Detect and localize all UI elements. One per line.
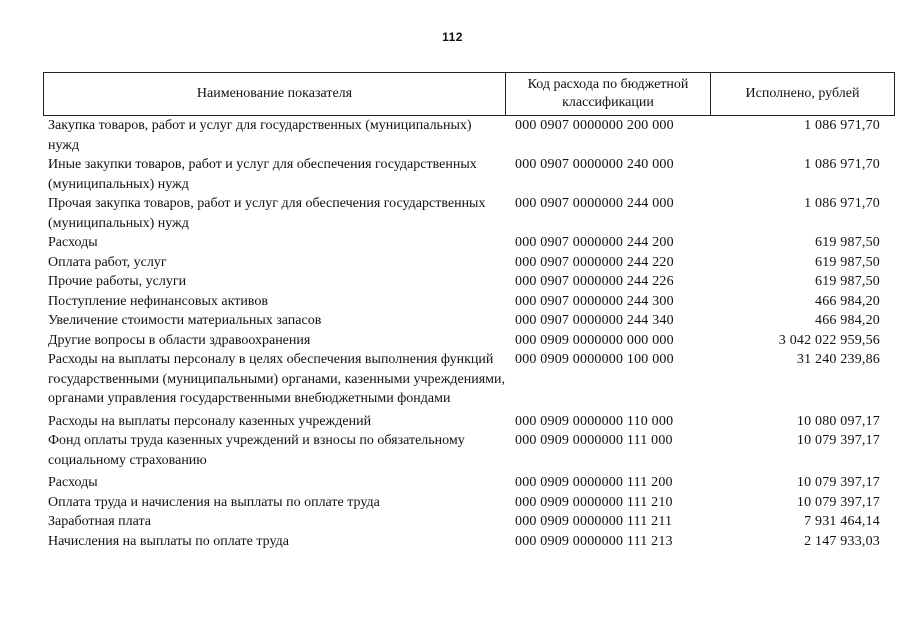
indicator-name: Расходы <box>48 475 98 490</box>
page-number: 112 <box>442 30 463 44</box>
executed-amount: 466 984,20 <box>815 293 880 309</box>
table-row <box>43 272 894 292</box>
indicator-name: Оплата труда и начисления на выплаты по оплате труда <box>48 494 380 510</box>
column-header-name: Наименование показателя <box>44 73 506 116</box>
table-row <box>43 493 894 513</box>
executed-amount: 1 086 971,70 <box>804 196 880 211</box>
table-header <box>43 72 895 116</box>
table-row <box>43 155 894 194</box>
table-row <box>43 350 894 409</box>
budget-code: 000 0907 0000000 240 000 <box>515 157 674 172</box>
indicator-name: Фонд оплаты труда казенных учреждений и взносы по обязательному социальному страхованию <box>48 433 465 468</box>
budget-code: 000 0909 0000000 111 210 <box>515 494 673 510</box>
indicator-name: Начисления на выплаты по оплате труда <box>48 533 289 549</box>
table-row <box>43 194 894 233</box>
executed-amount: 619 987,50 <box>815 235 880 250</box>
indicator-name: Поступление нефинансовых активов <box>48 293 268 309</box>
table-row <box>43 233 894 253</box>
budget-code: 000 0907 0000000 244 220 <box>515 254 674 270</box>
table-row <box>43 253 894 273</box>
indicator-name: Прочие работы, услуги <box>48 274 187 289</box>
budget-code: 000 0909 0000000 111 200 <box>515 475 673 490</box>
budget-code: 000 0907 0000000 244 340 <box>515 313 674 328</box>
budget-code: 000 0907 0000000 200 000 <box>515 118 674 133</box>
budget-code: 000 0907 0000000 244 226 <box>515 274 674 289</box>
indicator-name: Прочая закупка товаров, работ и услуг для обеспечения государственных (муниципальных) нужд <box>48 196 486 231</box>
executed-amount: 31 240 239,86 <box>796 352 880 367</box>
budget-code: 000 0907 0000000 244 000 <box>515 196 674 211</box>
budget-code: 000 0909 0000000 111 213 <box>515 533 673 549</box>
indicator-name: Увеличение стоимости материальных запасов <box>48 313 322 328</box>
table-row <box>43 512 894 532</box>
budget-code: 000 0909 0000000 111 211 <box>515 514 673 529</box>
column-header-amount: Исполнено, рублей <box>711 73 895 116</box>
table-row <box>43 331 894 351</box>
indicator-name: Заработная плата <box>48 514 151 529</box>
executed-amount: 1 086 971,70 <box>804 118 880 133</box>
executed-amount: 3 042 022 959,56 <box>778 332 880 348</box>
indicator-name: Расходы на выплаты персоналу казенных учреждений <box>48 413 372 429</box>
indicator-name: Расходы <box>48 235 98 250</box>
indicator-name: Закупка товаров, работ и услуг для государственных (муниципальных) нужд <box>48 118 472 153</box>
table-row <box>43 311 894 331</box>
budget-code: 000 0909 0000000 110 000 <box>515 413 674 429</box>
budget-code: 000 0907 0000000 244 300 <box>515 293 674 309</box>
table-row <box>43 116 894 155</box>
executed-amount: 619 987,50 <box>815 274 880 289</box>
budget-code: 000 0909 0000000 111 000 <box>515 433 673 448</box>
table-row <box>43 473 894 493</box>
executed-amount: 466 984,20 <box>815 313 880 328</box>
executed-amount: 10 079 397,17 <box>796 494 880 510</box>
budget-code: 000 0909 0000000 100 000 <box>515 352 674 367</box>
executed-amount: 1 086 971,70 <box>804 157 880 172</box>
executed-amount: 2 147 933,03 <box>804 533 880 549</box>
executed-amount: 10 080 097,17 <box>796 413 880 429</box>
indicator-name: Расходы на выплаты персоналу в целях обеспечения выполнения функций государственными (муниципальными) органами, казенными учреждениями, органами управления государственными внебюджетными фондами <box>48 352 505 406</box>
indicator-name: Оплата работ, услуг <box>48 254 167 270</box>
executed-amount: 619 987,50 <box>815 254 880 270</box>
executed-amount: 10 079 397,17 <box>796 475 880 490</box>
budget-code: 000 0909 0000000 000 000 <box>515 332 674 348</box>
table-body <box>43 116 894 551</box>
table-row <box>43 431 894 470</box>
table-row <box>43 532 894 552</box>
table-row <box>43 412 894 432</box>
column-header-code: Код расхода по бюджетной классификации <box>506 73 711 116</box>
indicator-name: Иные закупки товаров, работ и услуг для обеспечения государственных (муниципальных) нужд <box>48 157 477 192</box>
budget-code: 000 0907 0000000 244 200 <box>515 235 674 250</box>
executed-amount: 10 079 397,17 <box>796 433 880 448</box>
table-row <box>43 292 894 312</box>
indicator-name: Другие вопросы в области здравоохранения <box>48 332 311 348</box>
executed-amount: 7 931 464,14 <box>804 514 880 529</box>
